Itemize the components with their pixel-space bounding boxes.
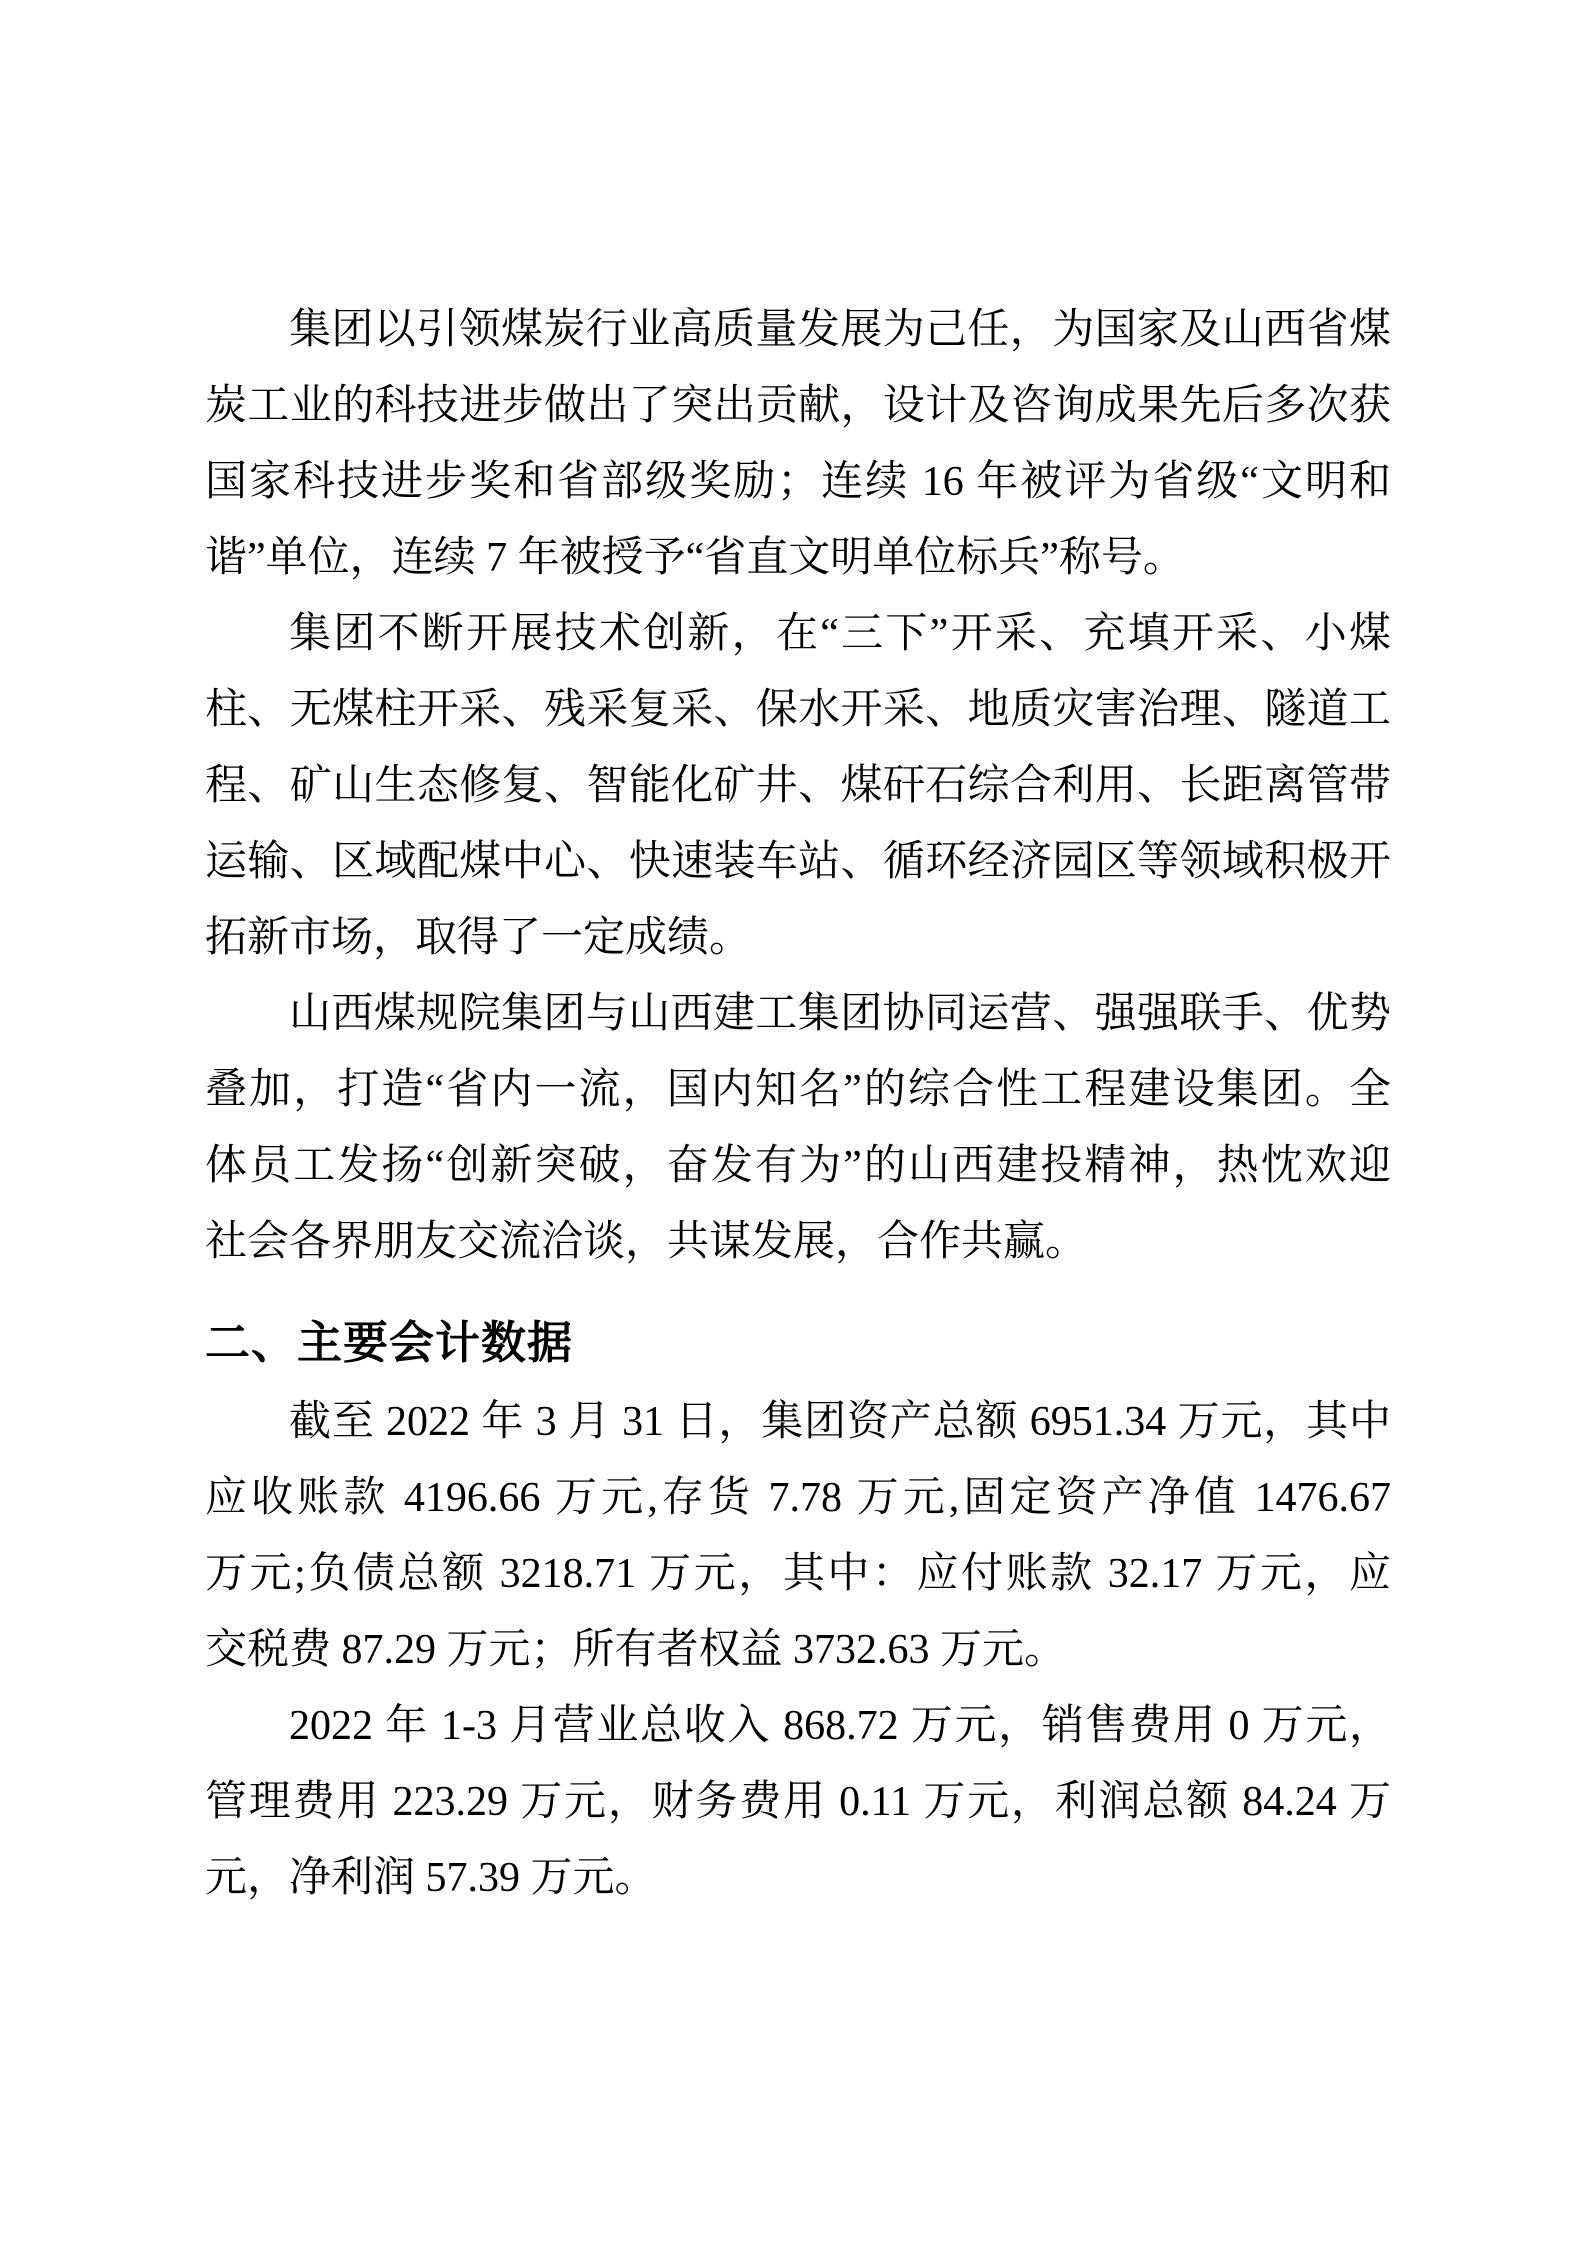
text-line: 管理费用 223.29 万元，财务费用 0.11 万元，利润总额 84.24 万: [205, 1779, 1391, 1825]
text-line: 社会各界朋友交流洽谈，共谋发展，合作共赢。: [205, 1219, 1088, 1265]
text-line: 拓新市场，取得了一定成绩。: [205, 915, 752, 961]
text-line: 体员工发扬“创新突破，奋发有为”的山西建投精神，热忱欢迎: [205, 1143, 1391, 1189]
text-line: 集团不断开展技术创新，在“三下”开采、充填开采、小煤: [289, 611, 1391, 657]
text-line: 运输、区域配煤中心、快速装车站、循环经济园区等领域积极开: [205, 839, 1391, 885]
text-line: 山西煤规院集团与山西建工集团协同运营、强强联手、优势: [289, 991, 1391, 1037]
text-line: 截至 2022 年 3 月 31 日，集团资产总额 6951.34 万元，其中: [289, 1399, 1391, 1445]
text-line: 元，净利润 57.39 万元。: [205, 1855, 657, 1901]
text-line: 国家科技进步奖和省部级奖励；连续 16 年被评为省级“文明和: [205, 459, 1391, 505]
text-line: 万元;负债总额 3218.71 万元，其中：应付账款 32.17 万元，应: [205, 1551, 1391, 1597]
text-line: 叠加，打造“省内一流，国内知名”的综合性工程建设集团。全: [205, 1067, 1391, 1113]
text-line: 谐”单位，连续 7 年被授予“省直文明单位标兵”称号。: [205, 535, 1185, 581]
text-line: 集团以引领煤炭行业高质量发展为己任，为国家及山西省煤: [289, 307, 1391, 353]
section-heading: 二、主要会计数据: [205, 1317, 574, 1368]
text-line: 交税费 87.29 万元；所有者权益 3732.63 万元。: [205, 1627, 1067, 1673]
text-line: 2022 年 1-3 月营业总收入 868.72 万元，销售费用 0 万元，: [289, 1703, 1391, 1749]
document-body: [205, 292, 1391, 1916]
text-line: 应收账款 4196.66 万元,存货 7.78 万元,固定资产净值 1476.67: [205, 1475, 1391, 1521]
text-line: 炭工业的科技进步做出了突出贡献，设计及咨询成果先后多次获: [205, 383, 1391, 429]
text-line: 程、矿山生态修复、智能化矿井、煤矸石综合利用、长距离管带: [205, 763, 1391, 809]
text-line: 柱、无煤柱开采、残采复采、保水开采、地质灾害治理、隧道工: [205, 687, 1391, 733]
